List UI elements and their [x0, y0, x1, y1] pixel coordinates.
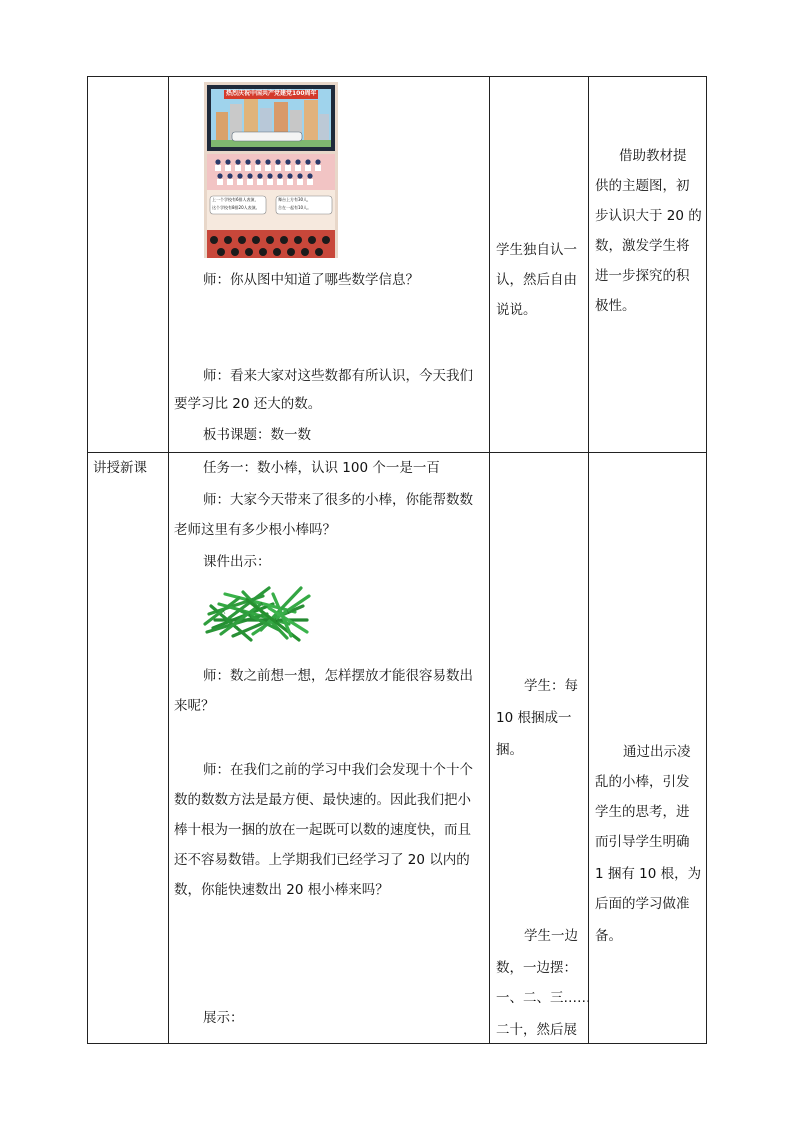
teacher-line: 要学习比 20 还大的数。	[174, 396, 322, 412]
intent-line: 极性。	[595, 298, 636, 314]
student-line: 二十，然后展	[496, 1022, 577, 1038]
student-line: 学生独自认一	[496, 242, 577, 258]
intent-line: 学生的思考，进	[595, 804, 690, 820]
scattered-sticks-image	[203, 584, 313, 644]
col-divider-2	[489, 76, 490, 1044]
bubble-right-line1: 舞台上方有30人，	[278, 197, 312, 202]
student-line: 捆。	[496, 742, 523, 758]
row-divider	[87, 452, 707, 453]
teacher-line: 数的数数方法是最方便、最快速的。因此我们把小	[174, 792, 471, 808]
lesson-table	[87, 76, 707, 1044]
col-divider-1	[168, 76, 169, 1044]
student-line: 学生一边	[524, 928, 578, 944]
teacher-line: 数，你能快速数出 20 根小棒来吗？	[174, 882, 389, 898]
teacher-line: 还不容易数错。上学期我们已经学习了 20 以内的	[174, 852, 470, 868]
intent-line: 后面的学习做准	[595, 896, 690, 912]
bubble-left-line2: 这个学校有8排20人表演。	[212, 205, 260, 210]
intent-line: 1 捆有 10 根，为	[595, 866, 702, 882]
banner-text: 热烈庆祝中国共产党建党100周年	[226, 90, 317, 97]
intent-line: 供的主题图，初	[595, 178, 690, 194]
teacher-line: 师：在我们之前的学习中我们会发现十个十个	[203, 762, 473, 778]
teacher-line: 板书课题：数一数	[203, 427, 311, 443]
student-line: 学生：每	[524, 678, 578, 694]
student-line: 说说。	[496, 302, 537, 318]
teacher-line: 师：大家今天带来了很多的小棒，你能帮数数	[203, 492, 473, 508]
bubble-right-line2: 合在一起有10人。	[278, 205, 312, 210]
student-line: 10 根捆成一	[496, 710, 572, 726]
table-border-bottom	[87, 1043, 707, 1044]
stage-label: 讲授新课	[93, 460, 147, 476]
intent-line: 通过出示凌	[623, 744, 691, 760]
intent-line: 步认识大于 20 的	[595, 208, 702, 224]
intent-line: 借助教材提	[619, 148, 687, 164]
col-border-right	[706, 76, 707, 1044]
intent-line: 进一步探究的积	[595, 268, 690, 284]
theme-illustration	[204, 82, 338, 258]
col-border-left	[87, 76, 88, 1044]
teacher-line: 师：看来大家对这些数都有所认识，今天我们	[203, 368, 473, 384]
teacher-line: 展示：	[203, 1010, 244, 1026]
teacher-line: 师：数之前想一想，怎样摆放才能很容易数出	[203, 668, 473, 684]
student-line: 认，然后自由	[496, 272, 577, 288]
teacher-line: 课件出示：	[203, 554, 271, 570]
student-line: 数，一边摆：	[496, 960, 577, 976]
teacher-line: 棒十根为一捆的放在一起既可以数的速度快，而且	[174, 822, 471, 838]
intent-line: 乱的小棒，引发	[595, 774, 690, 790]
student-line: 一、二、三……	[496, 990, 591, 1006]
intent-line: 数，激发学生将	[595, 238, 690, 254]
teacher-line: 师：你从图中知道了哪些数学信息？	[203, 272, 419, 288]
intent-line: 而引导学生明确	[595, 834, 690, 850]
intent-line: 备。	[595, 928, 622, 944]
col-divider-3	[588, 76, 589, 1044]
teacher-line: 来呢？	[174, 698, 215, 714]
task-heading: 任务一：数小棒，认识 100 个一是一百	[203, 460, 440, 476]
teacher-line: 老师这里有多少根小棒吗？	[174, 522, 336, 538]
bubble-left-line1: 上一个学校有6排人表演，	[212, 197, 259, 202]
table-border-top	[87, 76, 707, 77]
